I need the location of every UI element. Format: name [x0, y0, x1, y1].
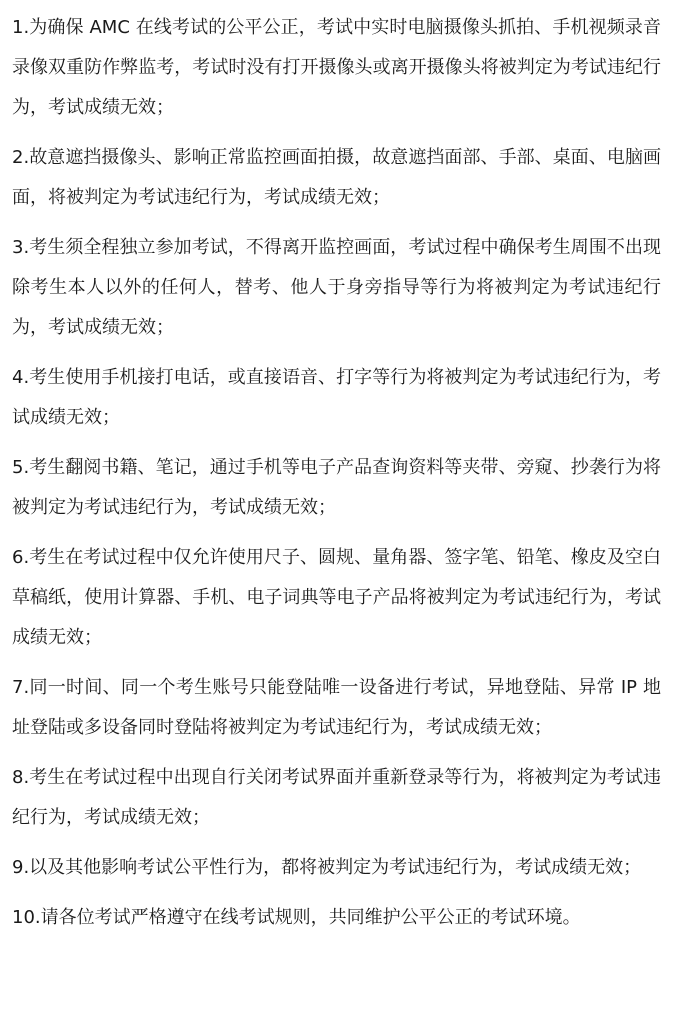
rule-item-4: 4.考生使用手机接打电话，或直接语音、打字等行为将被判定为考试违纪行为，考试成绩无效； [12, 367, 661, 428]
rule-item-5: 5.考生翻阅书籍、笔记，通过手机等电子产品查询资料等夹带、旁窥、抄袭行为将被判定为考试违纪行为，考试成绩无效； [12, 457, 661, 518]
rule-item-2: 2.故意遮挡摄像头、影响正常监控画面拍摄，故意遮挡面部、手部、桌面、电脑画面，将被判定为考试违纪行为，考试成绩无效； [12, 147, 661, 208]
rule-item-9: 9.以及其他影响考试公平性行为，都将被判定为考试违纪行为，考试成绩无效； [12, 857, 642, 878]
rule-item-1: 1.为确保 AMC 在线考试的公平公正，考试中实时电脑摄像头抓拍、手机视频录音录像双重防作弊监考，考试时没有打开摄像头或离开摄像头将被判定为考试违纪行为，考试成绩无效； [12, 17, 661, 118]
rule-item-7: 7.同一时间、同一个考生账号只能登陆唯一设备进行考试，异地登陆、异常 IP 地址登陆或多设备同时登陆将被判定为考试违纪行为，考试成绩无效； [12, 677, 661, 738]
rule-item-3: 3.考生须全程独立参加考试，不得离开监控画面，考试过程中确保考生周围不出现除考生本人以外的任何人，替考、他人于身旁指导等行为将被判定为考试违纪行为，考试成绩无效； [12, 237, 661, 338]
rule-item-6: 6.考生在考试过程中仅允许使用尺子、圆规、量角器、签字笔、铅笔、橡皮及空白草稿纸，使用计算器、手机、电子词典等电子产品将被判定为考试违纪行为，考试成绩无效； [12, 547, 661, 648]
rule-item-8: 8.考生在考试过程中出现自行关闭考试界面并重新登录等行为，将被判定为考试违纪行为，考试成绩无效； [12, 767, 661, 828]
rule-item-10: 10.请各位考试严格遵守在线考试规则，共同维护公平公正的考试环境。 [12, 907, 581, 928]
